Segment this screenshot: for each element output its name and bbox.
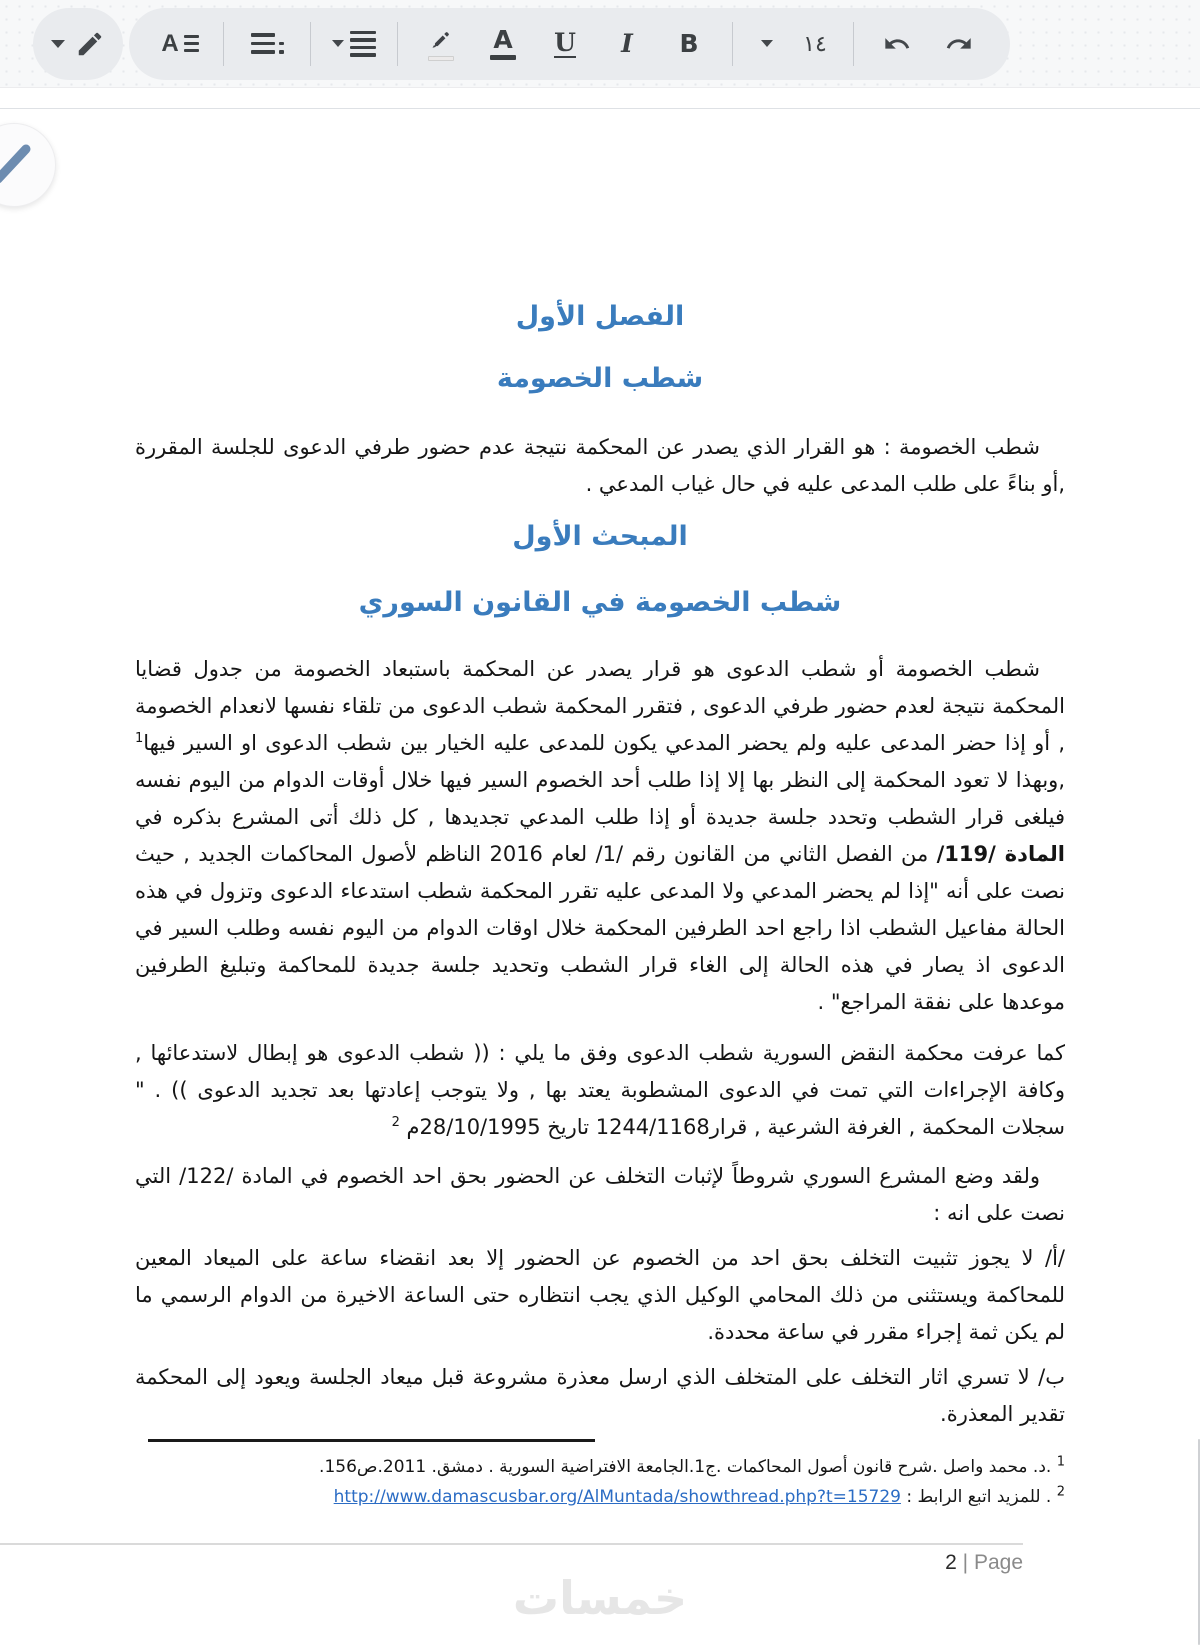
highlighter-icon xyxy=(428,27,454,53)
italic-button[interactable] xyxy=(598,15,656,73)
text-color-button[interactable] xyxy=(474,15,532,73)
heading-section-sub[interactable]: شطب الخصومة في القانون السوري xyxy=(358,587,842,618)
toolbar-divider xyxy=(223,22,224,66)
paragraph-format-icon xyxy=(251,33,284,54)
undo-icon xyxy=(883,30,911,58)
editor-toolbar xyxy=(0,0,1200,88)
paragraph-shurut[interactable]: ولقد وضع المشرع السوري شروطاً لإثبات التخلف عن الحضور بحق احد الخصوم في المادة /122/ التي نصت على انه : xyxy=(135,1164,1065,1225)
paragraph-intro[interactable]: شطب الخصومة : هو القرار الذي يصدر عن المحكمة نتيجة عدم حضور طرفي الدعوى للجلسة المقررة ,أو بناءً على طلب المدعى عليه في حال غياب المدعي . xyxy=(135,435,1065,496)
format-text-button[interactable] xyxy=(151,15,209,73)
page-number-label: Page xyxy=(973,1551,1023,1574)
footnote-separator xyxy=(148,1439,595,1442)
footer-rule xyxy=(0,1543,1023,1545)
edit-mode-pill xyxy=(33,8,123,80)
heading-chapter-sub[interactable]: شطب الخصومة xyxy=(496,363,704,394)
edit-pencil-button[interactable] xyxy=(75,15,105,73)
redo-button[interactable] xyxy=(930,15,988,73)
footnote-separator-wrap xyxy=(135,1439,1065,1442)
chevron-down-icon xyxy=(51,40,65,48)
toolbar-divider xyxy=(397,22,398,66)
edit-mode-dropdown-button[interactable] xyxy=(51,15,65,73)
document-canvas[interactable] xyxy=(0,109,1200,1645)
highlight-color-button[interactable] xyxy=(412,15,470,73)
font-size-value: ١٤ xyxy=(803,30,827,56)
line-spacing-icon xyxy=(332,31,376,57)
undo-button[interactable] xyxy=(868,15,926,73)
paragraph-naqd-definition[interactable]: كما عرفت محكمة النقض السورية شطب الدعوى وفق ما يلي : (( شطب الدعوى هو إبطال لاستدعائها , وكافة الإجراءات التي تمت في الدعوى المشطوبة يعتد بها , ولا يتوجب إعادتها بعد تجديد الدعوى )) . " سجلات المحكمة , الغرفة الشرعية , قرار1244/1168 تاريخ 28/10/1995م $^2$ xyxy=(135,1041,1065,1139)
heading-chapter[interactable]: الفصل الأول xyxy=(515,301,685,332)
bold-icon: B xyxy=(679,29,699,58)
pencil-icon xyxy=(75,29,105,59)
paragraph-format-button[interactable] xyxy=(238,15,296,73)
chevron-down-icon xyxy=(761,40,773,47)
redo-icon xyxy=(945,30,973,58)
pencil-stroke-icon xyxy=(0,135,44,195)
watermark-khamsat: خمسات xyxy=(512,1571,688,1625)
format-text-icon: A xyxy=(161,32,198,56)
toolbar-divider xyxy=(853,22,854,66)
underline-icon: U xyxy=(554,27,576,57)
footnote-1[interactable]: $^1$ .د. محمد واصل .شرح قانون أصول المحاكمات .ج1.الجامعة الافتراضية السورية . دمشق. 2011.ص156. xyxy=(319,1454,1065,1477)
paragraph-item-a[interactable]: /أ/ لا يجوز تثبيت التخلف بحق احد من الخصوم عن الحضور إلا بعد انقضاء ساعة على الميعاد المعين للمحاكمة ويستثنى من ذلك المحامي الوكيل الذي يجب انتظاره حتى الساعة الاخيرة من الدوام الرسمي ما لم يكن ثمة إجراء مقرر في ساعة محددة. xyxy=(135,1246,1065,1344)
font-size-value-button[interactable] xyxy=(791,15,839,73)
toolbar-page-gap xyxy=(0,88,1200,109)
text-color-swatch xyxy=(490,55,516,60)
paragraph-main[interactable]: شطب الخصومة أو شطب الدعوى هو قرار يصدر عن المحكمة باستبعاد الخصومة من جدول قضايا المحكمة نتيجة لعدم حضور طرفي الدعوى , فتقرر المحكمة شطب الدعوى من تلقاء نفسها لانعدام الخصومة , أو إذا حضر المدعى عليه ولم يحضر المدعي يكون للمدعى عليه الخيار بين شطب الدعوى او السير فيها$^1$ ,وبهذا لا تعود المحكمة إلى النظر بها إلا إذا طلب أحد الخصوم السير فيها خلال أوقات الدوام من اليوم نفسه فيلغى قرار الشطب وتحدد جلسة جديدة أو إذا طلب المدعي تجديدها , كل ذلك أتى المشرع بذكره في المادة /119/ من الفصل الثاني من القانون رقم /1/ لعام 2016 الناظم لأصول المحاكمات الجديد , حيث نصت على أنه "إذا لم يحضر المدعي ولا المدعى عليه تقرر المحكمة شطب استدعاء الدعوى وتزول في هذه الحالة مفاعيل الشطب اذا راجع احد الطرفين المحكمة خلال اوقات الدوام من اليوم نفسه وطلب السير في الدعوى اذ يصار في هذه الحالة إلى الغاء قرار الشطب وتحديد جلسة جديدة للمحاكمة وتبليغ الطرفين موعدها على نفقة المراجع" . xyxy=(135,657,1065,1014)
formatting-pill xyxy=(129,8,1010,80)
heading-section[interactable]: المبحث الأول xyxy=(512,521,688,552)
footnote-2[interactable]: $^2$ . للمزيد اتبع الرابط : http://www.damascusbar.org/AlMuntada/showthread.php?t=15729 xyxy=(333,1484,1065,1507)
underline-button[interactable] xyxy=(536,15,594,73)
toolbar-divider xyxy=(732,22,733,66)
bold-button[interactable] xyxy=(660,15,718,73)
page-number-value: 2 xyxy=(945,1551,957,1574)
toolbar-divider xyxy=(310,22,311,66)
line-spacing-button[interactable] xyxy=(325,15,383,73)
font-size-dropdown-button[interactable] xyxy=(747,15,787,73)
paragraph-item-b[interactable]: ب/ لا تسري اثار التخلف على المتخلف الذي ارسل معذرة مشروعة قبل ميعاد الجلسة ويعود إلى المحكمة تقدير المعذرة. xyxy=(135,1365,1065,1426)
document-content[interactable] xyxy=(0,109,1200,1512)
italic-icon: I xyxy=(621,29,633,58)
page-number-divider: | xyxy=(962,1551,969,1574)
text-color-icon: A xyxy=(493,25,513,54)
highlight-color-swatch xyxy=(428,56,454,61)
